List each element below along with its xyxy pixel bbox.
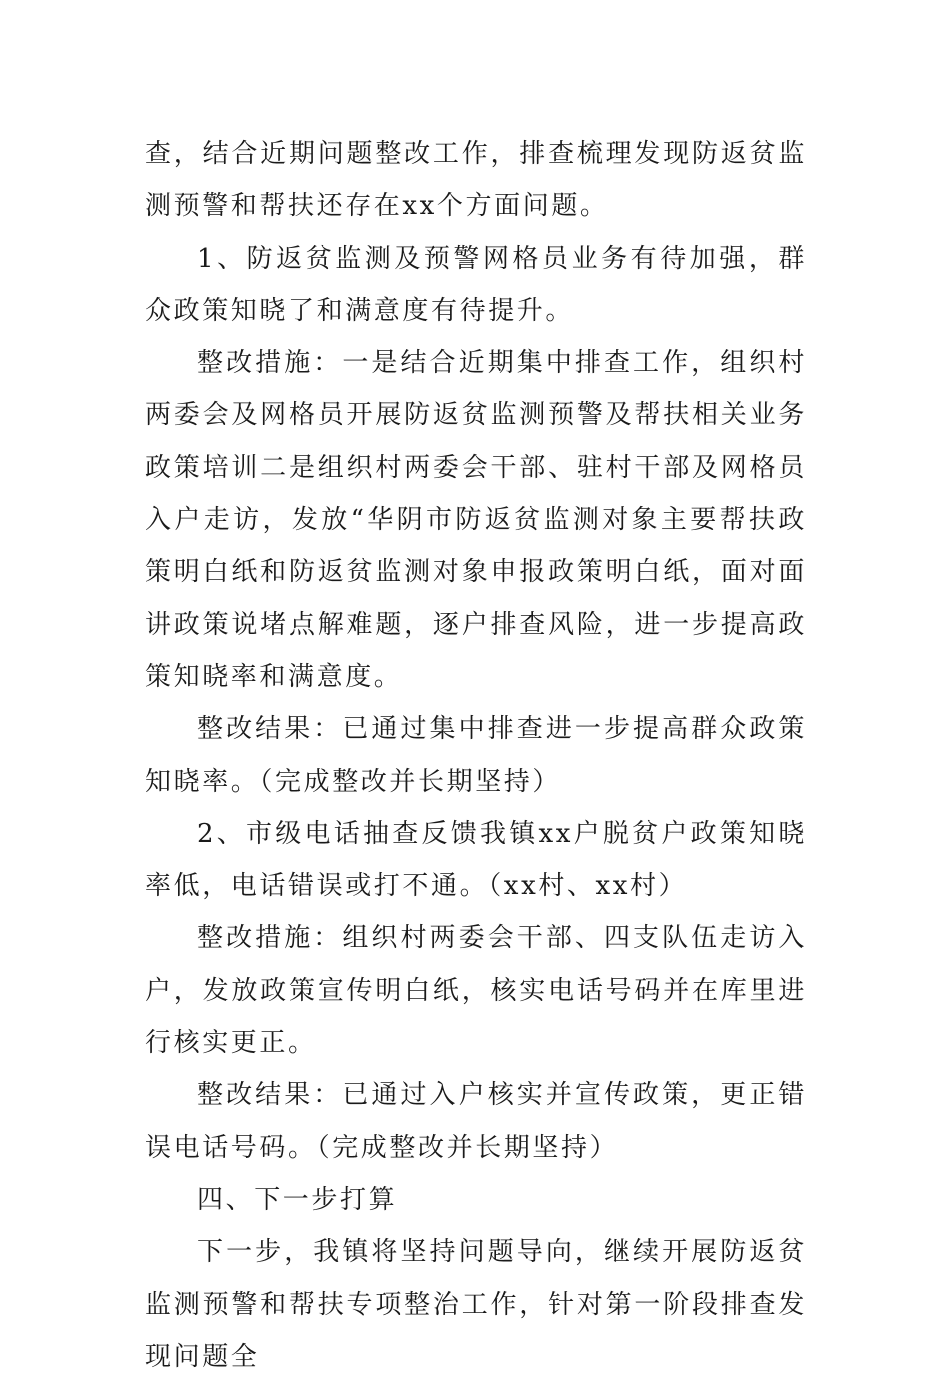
paragraph-continuation: 查，结合近期问题整改工作，排查梳理发现防返贫监测预警和帮扶还存在xx个方面问题。 (145, 139, 807, 222)
paragraph-issue-2: 2、市级电话抽查反馈我镇xx户脱贫户政策知晓率低，电话错误或打不通。（xx村、xx村） (145, 818, 807, 902)
paragraph-next-steps: 下一步，我镇将坚持问题导向，继续开展防返贫监测预警和帮扶专项整治工作，针对第一阶段排查发现问题全 (145, 1237, 807, 1372)
section-heading-next-steps: 四、下一步打算 (197, 1184, 398, 1215)
paragraph-issue-1-results: 整改结果：已通过集中排查进一步提高群众政策知晓率。（完成整改并长期坚持） (145, 714, 807, 797)
paragraph-issue-1-measures: 整改措施：一是结合近期集中排查工作，组织村两委会及网格员开展防返贫监测预警及帮扶相关业务政策培训二是组织村两委会干部、驻村干部及网格员入户走访，发放“华阴市防返贫监测对象主要帮扶政策明白纸和防返贫监测对象申报政策明白纸，面对面讲政策说堵点解难题，逐户排查风险，进一步提高政策知晓率和满意度。 (145, 348, 807, 692)
paragraph-issue-2-measures: 整改措施：组织村两委会干部、四支队伍走访入户，发放政策宣传明白纸，核实电话号码并在库里进行核实更正。 (145, 923, 807, 1059)
document-body (145, 128, 807, 1383)
paragraph-issue-1: 1、防返贫监测及预警网格员业务有待加强，群众政策知晓了和满意度有待提升。 (145, 243, 807, 326)
paragraph-issue-2-results: 整改结果：已通过入户核实并宣传政策，更正错误电话号码。（完成整改并长期坚持） (145, 1080, 807, 1163)
